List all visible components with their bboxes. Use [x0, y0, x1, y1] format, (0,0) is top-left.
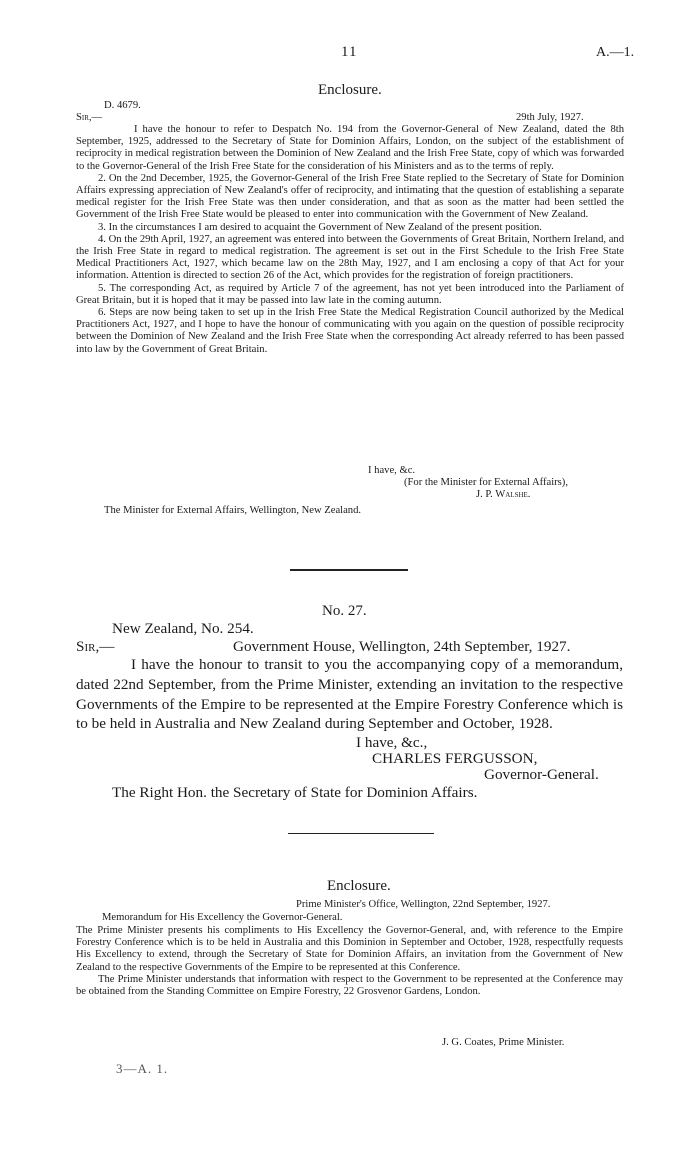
paragraph: 5. The corresponding Act, as required by Article 7 of the agreement, has not yet been introduced into the Parliament of Great Britain, but it is hoped that it may be passed into law late in the coming autumn.: [76, 282, 624, 306]
sheet-mark: 3—A. 1.: [116, 1061, 169, 1076]
signature: CHARLES FERGUSSON,: [372, 750, 538, 767]
enclosure-heading: Enclosure.: [318, 82, 382, 98]
despatch-number: New Zealand, No. 254.: [112, 620, 254, 637]
enclosure-heading: Enclosure.: [327, 878, 391, 894]
page-number: 11: [341, 44, 358, 60]
section-divider: [290, 569, 408, 571]
salutation: Sir,—: [76, 112, 103, 123]
document-number: No. 27.: [322, 603, 367, 619]
paragraph: 4. On the 29th April, 1927, an agreement was entered into between the Governments of Great Britain, Northern Ireland, and the Irish Free State in regard to medical registration. The agreement is set out in the First Schedule to the Irish Free State Medical Practitioners Act, 1927, which became law on the 28th May, 1927, and I am enclosing a copy of that Act for your information. Attention is directed to section 26 of the Act, which provides for the registration of foreign practitioners.: [76, 233, 624, 282]
memo-line: Memorandum for His Excellency the Governor-General.: [102, 912, 343, 923]
signature: J. G. Coates, Prime Minister.: [442, 1037, 565, 1048]
signature: J. P. Walshe.: [476, 489, 531, 500]
despatch-code: D. 4679.: [104, 100, 141, 111]
paragraph: I have the honour to transit to you the accompanying copy of a memorandum, dated 22nd September, from the Prime Minister, extending an invitation to the respective Governments of the Empire to be represented at the Empire Forestry Conference which is to be held in Australia and New Zealand during September and October, 1928.: [76, 656, 623, 733]
enclosure-body: [76, 925, 623, 998]
paragraph: 2. On the 2nd December, 1925, the Governor-General of the Irish Free State replied to the Secretary of State for Dominion Affairs expressing appreciation of New Zealand's offer of reciprocity, and intimating that the question of establishing a separate medical register for the Irish Free State was then under consideration, and that as soon as the matter had been settled the Government of the Irish Free State would be pleased to enter into communication with the Government of New Zealand.: [76, 172, 624, 221]
paragraph: 6. Steps are now being taken to set up in the Irish Free State the Medical Registration Council authorized by the Medical Practitioners Act, 1927, and I hope to have the honour of communicating with you again on the question of possible reciprocity between the Dominion of New Zealand and the Irish Free State when the corresponding Act already referred to has been passed into law by the Government of Great Britain.: [76, 307, 624, 355]
document-reference: A.—1.: [596, 45, 635, 60]
letter-date: 29th July, 1927.: [516, 112, 584, 123]
enclosure-body: [76, 124, 624, 356]
place-date: Government House, Wellington, 24th September, 1927.: [233, 638, 571, 655]
salutation: Sir,—: [76, 638, 115, 655]
office-date: Prime Minister's Office, Wellington, 22nd September, 1927.: [296, 899, 551, 910]
addressee: The Minister for External Affairs, Wellington, New Zealand.: [104, 505, 362, 516]
paragraph: The Prime Minister understands that information with respect to the Government to be represented at the Conference may be obtained from the Standing Committee on Empire Forestry, 22 Grosvenor Gardens, London.: [76, 973, 623, 998]
paragraph: The Prime Minister presents his compliments to His Excellency the Governor-General, and, with reference to the Empire Forestry Conference which is to be held in Australia and this Dominion in September and October, 1928, respectfully requests His Excellency to extend, through the Secretary of State for Dominion Affairs, an invitation from the Government of New Zealand to the respective Governments of the Empire to be represented at this Conference.: [76, 925, 623, 973]
section-divider: [288, 833, 434, 834]
paragraph: I have the honour to refer to Despatch No. 194 from the Governor-General of New Zealand, dated the 8th September, 1925, addressed to the Secretary of State for Dominion Affairs, London, on the subject of the establishment of reciprocity in medical registration between the Dominion of New Zealand and the Irish Free State, copy of which was forwarded to the Governor-General of the Irish Free State for the consideration of his Ministers and as to the terms of reply.: [76, 124, 624, 172]
closing: I have, &c.: [368, 465, 416, 476]
addressee: The Right Hon. the Secretary of State for Dominion Affairs.: [112, 784, 478, 801]
no27-body: [76, 655, 623, 734]
signatory-title: Governor-General.: [484, 766, 599, 783]
paragraph: 3. In the circumstances I am desired to acquaint the Government of New Zealand of the present position.: [98, 221, 542, 233]
for-line: (For the Minister for External Affairs),: [404, 477, 568, 488]
closing: I have, &c.,: [356, 734, 428, 751]
